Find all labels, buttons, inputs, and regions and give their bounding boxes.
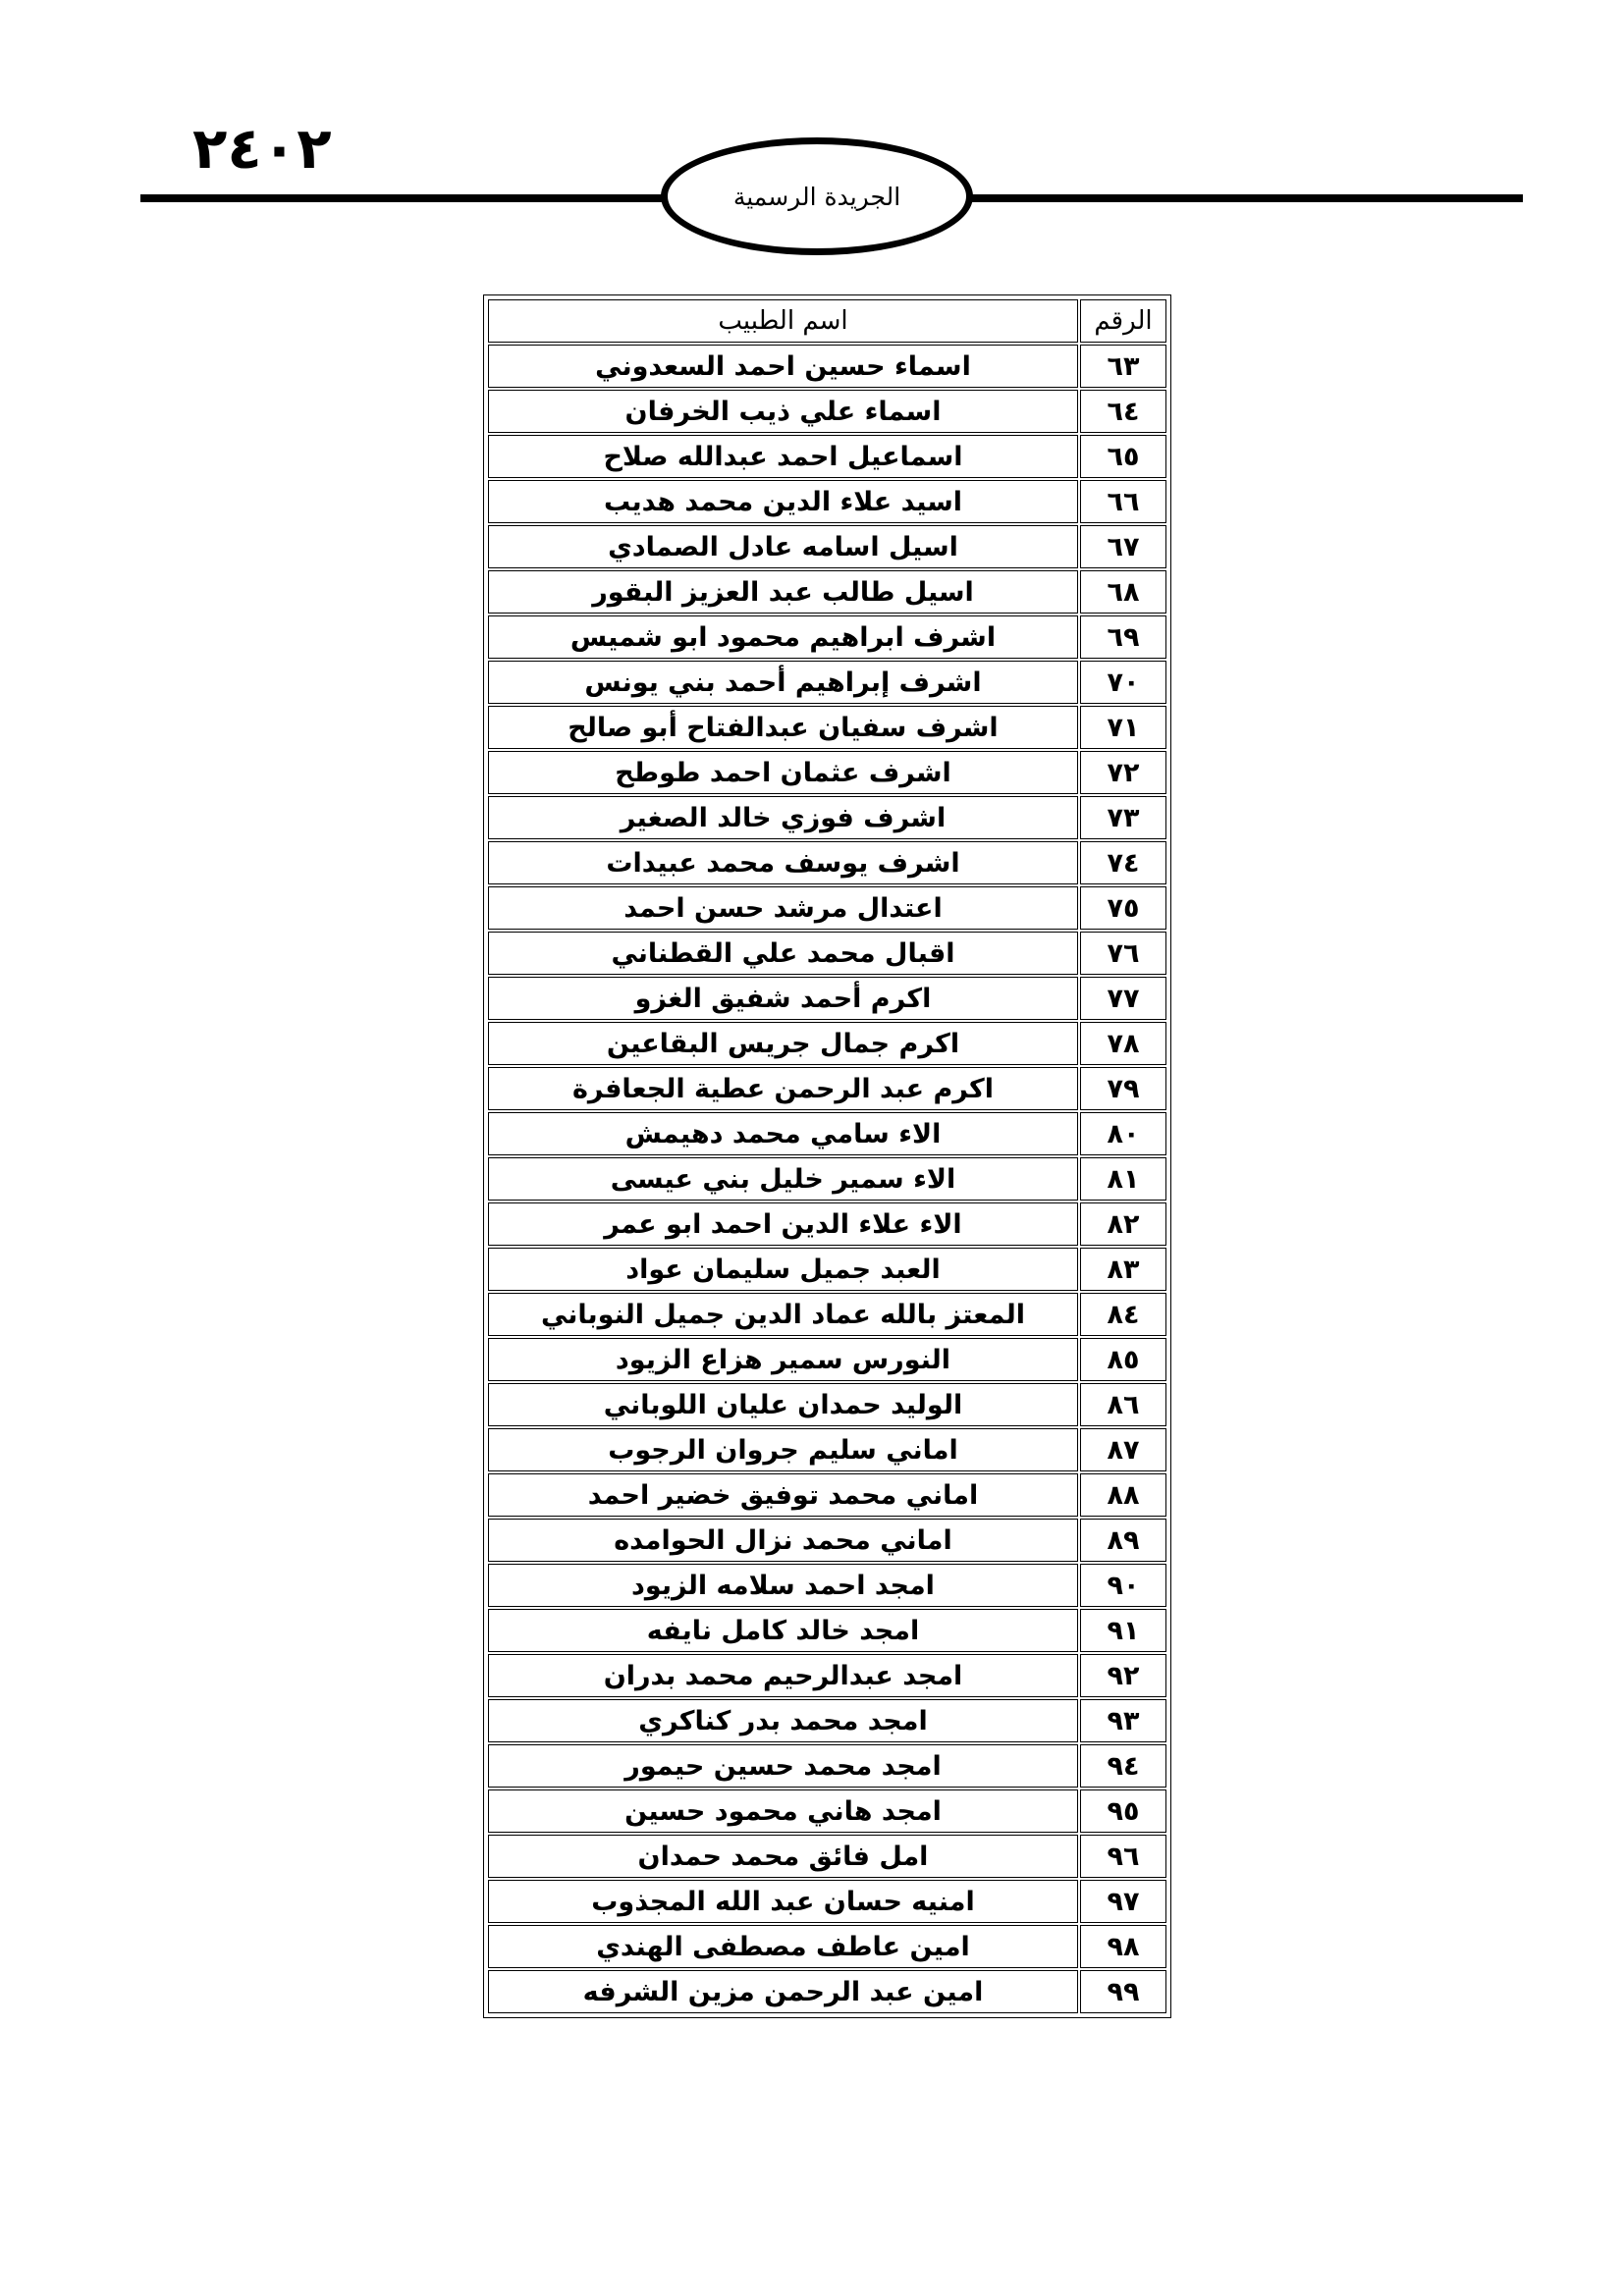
row-number: ٧٦ (1080, 932, 1166, 975)
doctor-name: اماني محمد نزال الحوامده (488, 1519, 1078, 1562)
row-number: ٧٩ (1080, 1067, 1166, 1110)
doctor-name: الاء علاء الدين احمد ابو عمر (488, 1202, 1078, 1246)
doctor-name: اماني سليم جروان الرجوب (488, 1428, 1078, 1471)
table-row (488, 345, 1166, 388)
row-number: ٨٧ (1080, 1428, 1166, 1471)
doctor-name: امين عاطف مصطفى الهندي (488, 1925, 1078, 1968)
doctor-name: اشرف يوسف محمد عبيدات (488, 841, 1078, 884)
row-number: ٧٥ (1080, 886, 1166, 930)
table-row (488, 1564, 1166, 1607)
row-number: ٩٣ (1080, 1699, 1166, 1742)
table-row (488, 932, 1166, 975)
row-number: ٨٠ (1080, 1112, 1166, 1155)
table-row (488, 841, 1166, 884)
table-row (488, 706, 1166, 749)
doctor-name: النورس سمير هزاع الزيود (488, 1338, 1078, 1381)
row-number: ٩٦ (1080, 1835, 1166, 1878)
table-row (488, 1880, 1166, 1923)
doctor-name: امين عبد الرحمن مزين الشرفه (488, 1970, 1078, 2013)
row-number: ٧٤ (1080, 841, 1166, 884)
doctor-name: اسيد علاء الدين محمد هديب (488, 480, 1078, 523)
row-number: ٦٦ (1080, 480, 1166, 523)
doctor-name: امل فائق محمد حمدان (488, 1835, 1078, 1878)
doctor-name: الاء سمير خليل بني عيسى (488, 1157, 1078, 1201)
row-number: ٦٩ (1080, 615, 1166, 659)
table-row (488, 435, 1166, 478)
column-header-name: اسم الطبيب (488, 299, 1078, 343)
table-row (488, 886, 1166, 930)
doctor-name: امجد هاني محمود حسين (488, 1789, 1078, 1833)
doctor-name: امجد محمد بدر كناكري (488, 1699, 1078, 1742)
table-row (488, 1202, 1166, 1246)
doctor-name: امجد احمد سلامه الزيود (488, 1564, 1078, 1607)
row-number: ٩٧ (1080, 1880, 1166, 1923)
doctor-name: اشرف إبراهيم أحمد بني يونس (488, 661, 1078, 704)
doctor-name: اشرف ابراهيم محمود ابو شميس (488, 615, 1078, 659)
table-header-row (488, 299, 1166, 343)
doctor-name: امجد عبدالرحيم محمد بدران (488, 1654, 1078, 1697)
table-row (488, 1473, 1166, 1517)
table-row (488, 480, 1166, 523)
table-row (488, 1970, 1166, 2013)
doctor-name: اكرم جمال جريس البقاعين (488, 1022, 1078, 1065)
doctors-table-frame (483, 294, 1171, 2018)
doctor-name: الاء سامي محمد دهيمش (488, 1112, 1078, 1155)
table-row (488, 1338, 1166, 1381)
doctor-name: امنيه حسان عبد الله المجذوب (488, 1880, 1078, 1923)
row-number: ٩٥ (1080, 1789, 1166, 1833)
table-row (488, 390, 1166, 433)
doctor-name: اماني محمد توفيق خضير احمد (488, 1473, 1078, 1517)
doctor-name: المعتز بالله عماد الدين جميل النوباني (488, 1293, 1078, 1336)
table-row (488, 751, 1166, 794)
table-row (488, 1022, 1166, 1065)
doctors-table (486, 297, 1168, 2015)
row-number: ٦٥ (1080, 435, 1166, 478)
doctor-name: اشرف عثمان احمد طوطح (488, 751, 1078, 794)
table-row (488, 1293, 1166, 1336)
table-row (488, 661, 1166, 704)
doctor-name: الوليد حمدان عليان اللوباني (488, 1383, 1078, 1426)
row-number: ٩٩ (1080, 1970, 1166, 2013)
column-header-number: الرقم (1080, 299, 1166, 343)
row-number: ٨١ (1080, 1157, 1166, 1201)
table-body (488, 345, 1166, 2013)
doctor-name: اقبال محمد علي القطناني (488, 932, 1078, 975)
table-row (488, 1744, 1166, 1788)
page-number: ٢٤٠٢ (192, 115, 332, 182)
table-row (488, 615, 1166, 659)
row-number: ٧١ (1080, 706, 1166, 749)
row-number: ٨٣ (1080, 1248, 1166, 1291)
row-number: ٧٢ (1080, 751, 1166, 794)
doctor-name: اسيل طالب عبد العزيز البقور (488, 570, 1078, 614)
row-number: ٩٨ (1080, 1925, 1166, 1968)
table-row (488, 525, 1166, 568)
row-number: ٩٢ (1080, 1654, 1166, 1697)
doctor-name: اسماء حسين احمد السعدوني (488, 345, 1078, 388)
row-number: ٦٧ (1080, 525, 1166, 568)
table-row (488, 570, 1166, 614)
table-row (488, 1654, 1166, 1697)
doctor-name: اسماعيل احمد عبدالله صلاح (488, 435, 1078, 478)
doctor-name: اشرف سفيان عبدالفتاح أبو صالح (488, 706, 1078, 749)
row-number: ٦٤ (1080, 390, 1166, 433)
doctor-name: اشرف فوزي خالد الصغير (488, 796, 1078, 839)
doctor-name: اسماء علي ذيب الخرفان (488, 390, 1078, 433)
row-number: ٨٢ (1080, 1202, 1166, 1246)
doctor-name: اكرم أحمد شفيق الغزو (488, 977, 1078, 1020)
row-number: ٨٤ (1080, 1293, 1166, 1336)
table-row (488, 1248, 1166, 1291)
row-number: ٧٠ (1080, 661, 1166, 704)
table-row (488, 1699, 1166, 1742)
doctor-name: العبد جميل سليمان عواد (488, 1248, 1078, 1291)
row-number: ٨٩ (1080, 1519, 1166, 1562)
table-row (488, 1428, 1166, 1471)
row-number: ٩٤ (1080, 1744, 1166, 1788)
table-row (488, 1835, 1166, 1878)
gazette-title-oval (661, 137, 973, 255)
row-number: ٧٣ (1080, 796, 1166, 839)
table-row (488, 796, 1166, 839)
table-row (488, 1157, 1166, 1201)
doctor-name: اعتدال مرشد حسن احمد (488, 886, 1078, 930)
row-number: ٦٨ (1080, 570, 1166, 614)
table-row (488, 1112, 1166, 1155)
table-row (488, 1067, 1166, 1110)
row-number: ٧٨ (1080, 1022, 1166, 1065)
table-row (488, 1383, 1166, 1426)
doctor-name: اسيل اسامه عادل الصمادي (488, 525, 1078, 568)
table-row (488, 1789, 1166, 1833)
doctor-name: امجد خالد كامل نايفه (488, 1609, 1078, 1652)
row-number: ٩١ (1080, 1609, 1166, 1652)
doctor-name: امجد محمد حسين حيمور (488, 1744, 1078, 1788)
row-number: ٨٨ (1080, 1473, 1166, 1517)
table-row (488, 1925, 1166, 1968)
gazette-title: الجريدة الرسمية (732, 182, 901, 211)
row-number: ٩٠ (1080, 1564, 1166, 1607)
doctor-name: اكرم عبد الرحمن عطية الجعافرة (488, 1067, 1078, 1110)
row-number: ٧٧ (1080, 977, 1166, 1020)
row-number: ٨٥ (1080, 1338, 1166, 1381)
table-row (488, 977, 1166, 1020)
row-number: ٦٣ (1080, 345, 1166, 388)
table-row (488, 1609, 1166, 1652)
table-row (488, 1519, 1166, 1562)
row-number: ٨٦ (1080, 1383, 1166, 1426)
